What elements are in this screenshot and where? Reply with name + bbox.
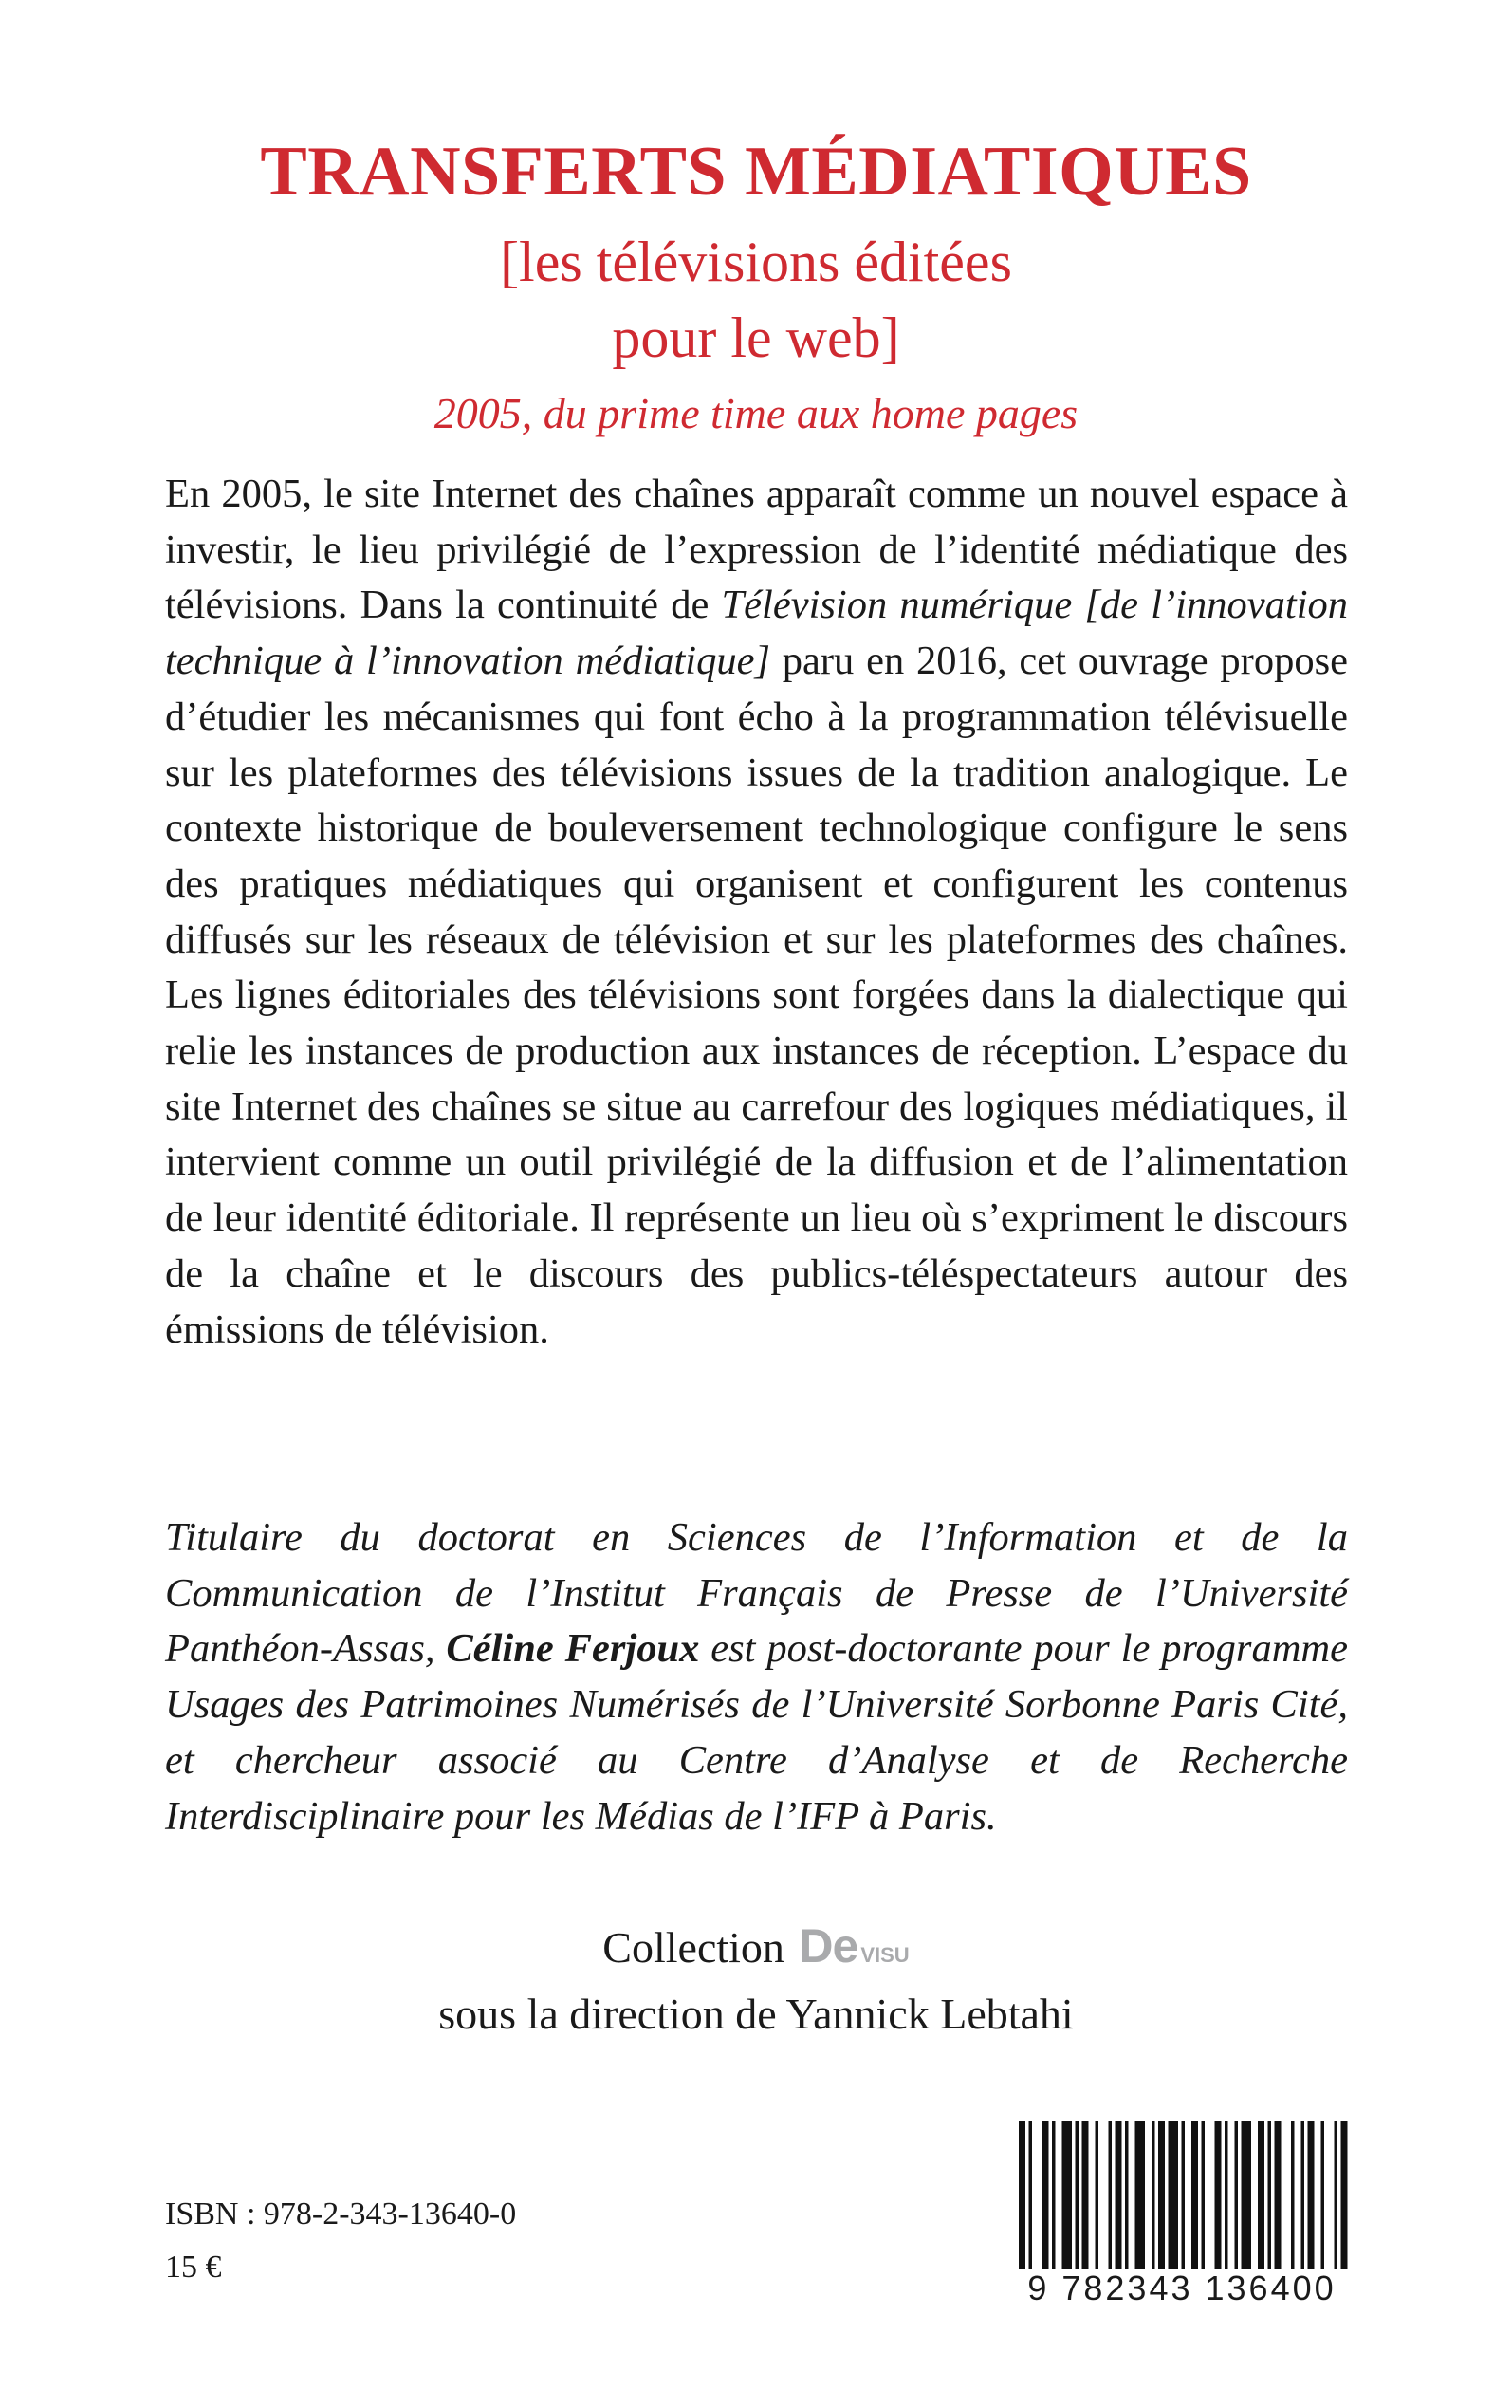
barcode-bar bbox=[1062, 2121, 1073, 2269]
barcode-bar bbox=[1341, 2121, 1348, 2269]
book-subtitle bbox=[0, 224, 1512, 376]
subtitle-line-1: [les télévisions éditées bbox=[500, 231, 1012, 293]
book-title: TRANSFERTS MÉDIATIQUES bbox=[260, 133, 1252, 211]
summary-text-2: paru en 2016, cet ouvrage propose d’étudier les mécanismes qui font écho à la programmation télévisuelle sur les plateformes des télévisions issues de la tradition analogique. Le contexte historique de bouleversement technologique configure le sens des pratiques médiatiques qui organisent et configurent les contenus diffusés sur les réseaux de télévision et sur les plateformes des chaînes. Les lignes éditoriales des télévisions sont forgées dans la dialectique qui relie les instances de production aux instances de réception. L’espace du site Internet des chaînes se situe au carrefour des logiques médiatiques, il intervient comme un outil privilégié de la diffusion et de l’alimentation de leur identité éditoriale. Il représente un lieu où s’expriment le discours de la chaîne et le discours des publics-téléspectateurs autour des émissions de télévision. bbox=[165, 639, 1348, 1352]
summary-paragraph bbox=[165, 467, 1348, 1358]
barcode-bar bbox=[1116, 2121, 1122, 2269]
barcode-bar bbox=[1291, 2121, 1295, 2269]
barcode-bar bbox=[1321, 2121, 1325, 2269]
barcode-bar bbox=[1202, 2121, 1206, 2269]
summary-book-title: Télévision numérique [de l’innovation technique à l’innovation médiatique] bbox=[165, 583, 1348, 684]
collection-label: Collection bbox=[602, 1923, 784, 1972]
barcode-bar bbox=[1109, 2121, 1113, 2269]
bio-text-2: est post-doctorante pour le programme Usages des Patrimoines Numérisés de l’Université Sorbonne Paris Cité, et chercheur associé au Centre d’Analyse et de Recherche Interdisciplinaire pour les Médias de l’IFP à Paris. bbox=[165, 1626, 1348, 1839]
barcode-bar bbox=[1268, 2121, 1272, 2269]
barcode-bar bbox=[1182, 2121, 1186, 2269]
barcode-bar bbox=[1096, 2121, 1099, 2269]
barcode-bar bbox=[1215, 2121, 1222, 2269]
price: 15 € bbox=[165, 2250, 222, 2285]
barcode-bar bbox=[1135, 2121, 1146, 2269]
subtitle-line-2: pour le web] bbox=[612, 306, 900, 369]
devisu-logo: De VISU bbox=[799, 1919, 910, 1973]
barcode-bar bbox=[1125, 2121, 1129, 2269]
barcode-bar bbox=[1152, 2121, 1155, 2269]
barcode-bar bbox=[1076, 2121, 1079, 2269]
barcode-bar bbox=[1335, 2121, 1338, 2269]
collection-line bbox=[0, 1917, 1512, 1985]
barcode-bar bbox=[1225, 2121, 1228, 2269]
barcode-bars bbox=[1013, 2121, 1351, 2269]
barcode-bar bbox=[1082, 2121, 1089, 2269]
barcode-bar bbox=[1242, 2121, 1252, 2269]
barcode-bar bbox=[1169, 2121, 1179, 2269]
barcode-bar bbox=[1019, 2121, 1025, 2269]
barcode-digits: 9 782343 136400 bbox=[1027, 2269, 1337, 2307]
barcode-bar bbox=[1301, 2121, 1305, 2269]
bio-text-1: Titulaire du doctorat en Sciences de l’Information et de la Communication de l’Institut Français de Presse de l’Université Panthéon-Assas, bbox=[165, 1515, 1348, 1672]
author-name: Céline Ferjoux bbox=[446, 1626, 700, 1672]
collection-direction: sous la direction de Yannick Lebtahi bbox=[438, 1990, 1074, 2038]
barcode-bar bbox=[1191, 2121, 1198, 2269]
book-tagline: 2005, du prime time aux home pages bbox=[433, 389, 1079, 437]
collection-block bbox=[0, 1917, 1512, 2044]
barcode-bar bbox=[1275, 2121, 1282, 2269]
barcode-bar bbox=[1258, 2121, 1264, 2269]
barcode-bar bbox=[1042, 2121, 1049, 2269]
barcode-bar bbox=[1052, 2121, 1056, 2269]
summary-text-1: En 2005, le site Internet des chaînes apparaît comme un nouvel espace à investir, le lieu privilégié de l’expression de l’identité médiatique des télévisions. Dans la continuité de bbox=[165, 472, 1348, 628]
barcode-bar bbox=[1308, 2121, 1315, 2269]
barcode-bar bbox=[1029, 2121, 1033, 2269]
author-bio bbox=[165, 1510, 1348, 1844]
isbn: ISBN : 978-2-343-13640-0 bbox=[165, 2196, 517, 2232]
barcode-bar bbox=[1158, 2121, 1165, 2269]
barcode-bar bbox=[1235, 2121, 1239, 2269]
